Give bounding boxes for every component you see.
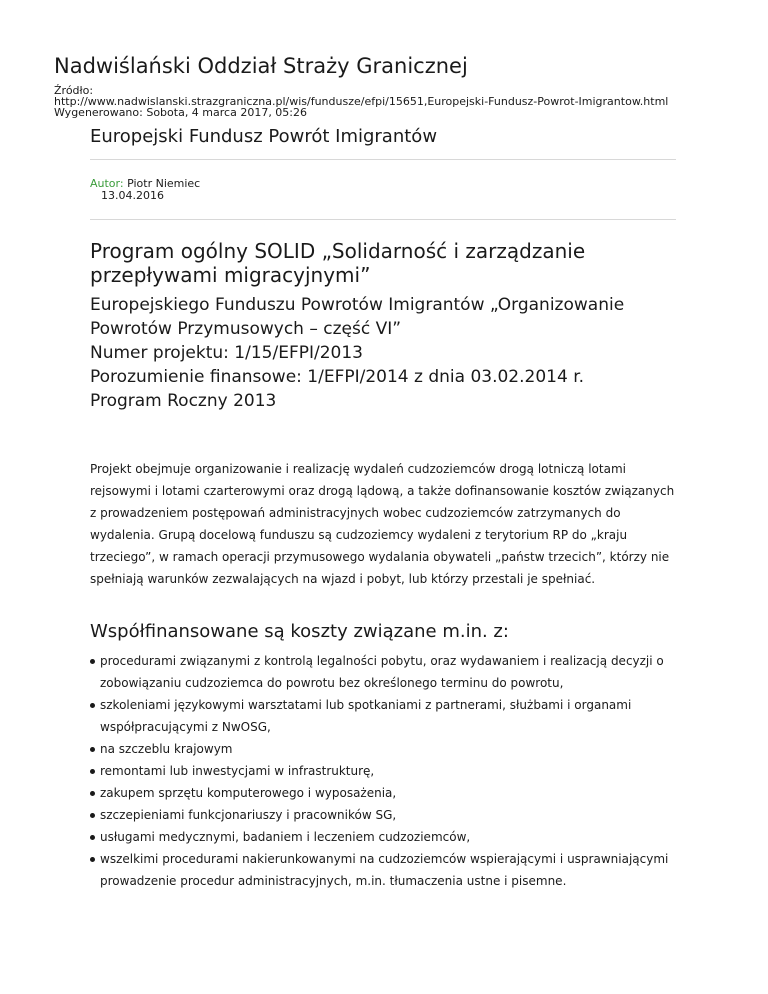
cofunding-list	[90, 650, 676, 892]
project-description: Projekt obejmuje organizowanie i realizację wydaleń cudzoziemców drogą lotniczą lotami rejsowymi i lotami czarterowymi oraz drogą lądową, a także dofinansowanie kosztów związanych z prowadzeniem postępowań administracyjnych wobec cudzoziemców zatrzymanych do wydalenia. Grupą docelową funduszu są cudzoziemcy wydaleni z terytorium RP do „kraju trzeciego”, w ramach operacji przymusowego wydalania obywateli „państw trzecich”, którzy nie spełniają warunków zezwalających na wjazd i pobyt, lub którzy przestali je spełniać.	[90, 462, 675, 586]
publish-date: 13.04.2016	[101, 189, 164, 202]
author-label: Autor:	[90, 177, 124, 190]
list-item: usługami medycznymi, badaniem i leczeniem cudzoziemców,	[90, 826, 676, 848]
site-title: Nadwiślański Oddział Straży Granicznej	[54, 54, 468, 78]
program-heading: Program ogólny SOLID „Solidarność i zarządzanie przepływami migracyjnymi”	[90, 239, 586, 287]
print-meta	[54, 85, 668, 118]
list-item: szczepieniami funkcjonariuszy i pracowników SG,	[90, 804, 676, 826]
list-item: remontami lub inwestycjami w infrastrukturę,	[90, 760, 676, 782]
list-item: szkoleniami językowymi warsztatami lub spotkaniami z partnerami, służbami i organami współpracującymi z NwOSG,	[90, 694, 676, 738]
source-url[interactable]: http://www.nadwislanski.strazgraniczna.pl/wis/fundusze/efpi/15651,Europejski-Fundusz-Powrot-Imigrantow.html	[54, 95, 669, 108]
annual-program: Program Roczny 2013	[90, 391, 277, 411]
financial-agreement: Porozumienie finansowe: 1/EFPI/2014 z dnia 03.02.2014 r.	[90, 367, 585, 387]
author-block	[90, 177, 201, 202]
project-number: Numer projektu: 1/15/EFPI/2013	[90, 343, 363, 363]
project-info-line: Europejskiego Funduszu Powrotów Imigrantów „Organizowanie	[90, 295, 625, 315]
list-item: procedurami związanymi z kontrolą legalności pobytu, oraz wydawaniem i realizacją decyzji o zobowiązaniu cudzoziemca do powrotu bez określonego terminu do powrotu,	[90, 650, 676, 694]
list-item: zakupem sprzętu komputerowego i wyposażenia,	[90, 782, 676, 804]
page-title: Europejski Fundusz Powrót Imigrantów	[90, 126, 438, 147]
generated-date: Wygenerowano: Sobota, 4 marca 2017, 05:26	[54, 106, 308, 119]
list-item: na szczeblu krajowym	[90, 738, 676, 760]
project-info	[90, 293, 676, 413]
cofunding-heading: Współfinansowane są koszty związane m.in. z:	[90, 621, 509, 642]
project-info-line: Powrotów Przymusowych – część VI”	[90, 319, 402, 339]
divider	[90, 159, 676, 160]
list-item: wszelkimi procedurami nakierunkowanymi na cudzoziemców wspierającymi i usprawniającymi prowadzenie procedur administracyjnych, m.in. tłumaczenia ustne i pisemne.	[90, 848, 676, 892]
author-name: Piotr Niemiec	[127, 177, 201, 190]
divider	[90, 219, 676, 220]
source-label: Źródło:	[54, 84, 94, 97]
